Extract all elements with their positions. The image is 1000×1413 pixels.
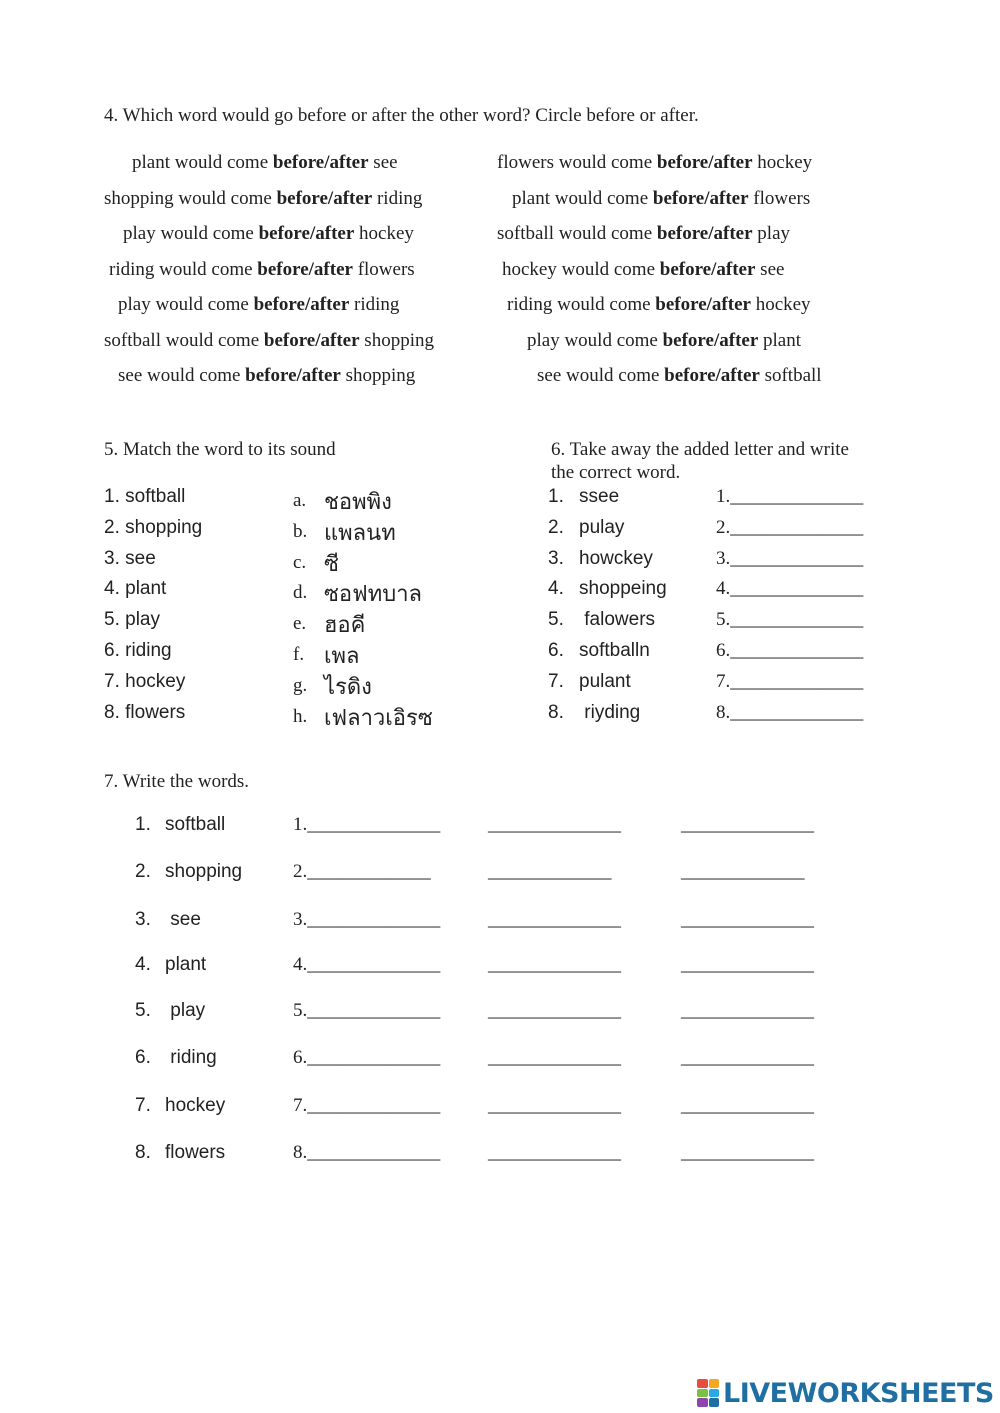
write-blank-2[interactable]: ______________ xyxy=(488,1000,621,1021)
before-after-item-left xyxy=(132,152,398,174)
before-after-choice[interactable]: before/after xyxy=(652,188,749,209)
fix-number: 1. xyxy=(548,486,564,507)
match-letter: c. xyxy=(293,552,307,573)
write-blank-3[interactable]: ______________ xyxy=(681,1095,814,1116)
match-word: 5. play xyxy=(104,609,160,630)
write-blank-2[interactable]: ______________ xyxy=(488,954,621,975)
write-word: flowers xyxy=(165,1142,226,1163)
phrase-subject: see would come xyxy=(537,365,660,386)
phrase-subject: hockey would come xyxy=(502,259,656,280)
fix-word: pulant xyxy=(579,671,631,692)
phrase-object: shopping xyxy=(345,365,416,386)
write-blank-1[interactable]: 8.______________ xyxy=(293,1142,441,1163)
before-after-choice[interactable]: before/after xyxy=(276,188,373,209)
before-after-item-right xyxy=(537,365,822,387)
write-blank-1[interactable]: 3.______________ xyxy=(293,909,441,930)
phrase-object: riding xyxy=(354,294,400,315)
answer-blank[interactable]: 2.______________ xyxy=(716,517,864,538)
write-word: see xyxy=(165,909,201,930)
match-sound[interactable]: ชอพพิง xyxy=(324,490,392,515)
match-word: 4. plant xyxy=(104,578,167,599)
phrase-subject: flowers would come xyxy=(497,152,653,173)
write-blank-3[interactable]: ______________ xyxy=(681,1000,814,1021)
fix-number: 5. xyxy=(548,609,564,630)
write-blank-2[interactable]: ______________ xyxy=(488,1047,621,1068)
before-after-choice[interactable]: before/after xyxy=(656,152,753,173)
phrase-object: softball xyxy=(764,365,822,386)
answer-blank[interactable]: 7.______________ xyxy=(716,671,864,692)
match-sound[interactable]: ซี xyxy=(324,552,339,577)
before-after-choice[interactable]: before/after xyxy=(263,330,360,351)
write-number: 1. xyxy=(135,814,151,835)
match-letter: e. xyxy=(293,613,307,634)
match-sound[interactable]: แพลนท xyxy=(324,521,396,546)
fix-word: pulay xyxy=(579,517,625,538)
phrase-object: see xyxy=(760,259,785,280)
before-after-item-right xyxy=(497,152,812,174)
write-number: 5. xyxy=(135,1000,151,1021)
write-blank-2[interactable]: ______________ xyxy=(488,814,621,835)
section5-title: 5. Match the word to its sound xyxy=(104,439,336,460)
before-after-choice[interactable]: before/after xyxy=(257,259,353,280)
phrase-object: flowers xyxy=(753,188,811,209)
phrase-object: riding xyxy=(376,188,423,209)
phrase-subject: play would come xyxy=(118,294,249,315)
phrase-subject: softball would come xyxy=(104,330,260,351)
match-sound[interactable]: เพล xyxy=(324,644,360,669)
phrase-subject: plant would come xyxy=(132,152,269,173)
write-word: riding xyxy=(165,1047,217,1068)
phrase-object: hockey xyxy=(757,152,813,173)
write-blank-1[interactable]: 2._____________ xyxy=(293,861,431,882)
before-after-item-left xyxy=(104,188,422,210)
fix-word: ssee xyxy=(579,486,620,507)
before-after-choice[interactable]: before/after xyxy=(656,223,753,244)
match-letter: f. xyxy=(293,644,305,665)
before-after-item-right xyxy=(507,294,811,316)
before-after-item-left xyxy=(118,294,399,316)
before-after-item-left xyxy=(118,365,415,387)
phrase-subject: softball would come xyxy=(497,223,653,244)
phrase-subject: riding would come xyxy=(507,294,651,315)
phrase-object: hockey xyxy=(755,294,811,315)
phrase-object: plant xyxy=(763,330,802,351)
section7-title: 7. Write the words. xyxy=(104,771,250,792)
match-letter: a. xyxy=(293,490,307,511)
write-blank-3[interactable]: ______________ xyxy=(681,1047,814,1068)
section6-title-line2: the correct word. xyxy=(551,462,681,483)
answer-blank[interactable]: 3.______________ xyxy=(716,548,864,569)
phrase-subject: see would come xyxy=(118,365,241,386)
write-blank-3[interactable]: ______________ xyxy=(681,814,814,835)
before-after-item-right xyxy=(502,259,784,281)
write-blank-2[interactable]: ______________ xyxy=(488,1142,621,1163)
fix-number: 8. xyxy=(548,702,564,723)
match-word: 6. riding xyxy=(104,640,172,661)
before-after-item-right xyxy=(497,223,790,245)
answer-blank[interactable]: 5.______________ xyxy=(716,609,864,630)
before-after-choice[interactable]: before/after xyxy=(272,152,369,173)
match-sound[interactable]: ไรดิง xyxy=(324,675,372,700)
before-after-choice[interactable]: before/after xyxy=(659,259,756,280)
before-after-choice[interactable]: before/after xyxy=(662,330,759,351)
phrase-object: play xyxy=(757,223,791,244)
write-blank-2[interactable]: _____________ xyxy=(488,861,612,882)
before-after-item-right xyxy=(527,330,801,352)
fix-number: 2. xyxy=(548,517,564,538)
write-word: play xyxy=(165,1000,206,1021)
write-word: shopping xyxy=(165,861,243,882)
write-blank-3[interactable]: _____________ xyxy=(681,861,805,882)
write-word: plant xyxy=(165,954,207,975)
fix-number: 4. xyxy=(548,578,564,599)
answer-blank[interactable]: 6.______________ xyxy=(716,640,864,661)
match-letter: g. xyxy=(293,675,308,696)
fix-word: riyding xyxy=(579,702,641,723)
phrase-object: see xyxy=(373,152,398,173)
liveworksheets-logo xyxy=(697,1377,994,1409)
match-sound[interactable]: ซอฟทบาล xyxy=(324,582,423,607)
fix-word: shoppeing xyxy=(579,578,667,599)
fix-number: 6. xyxy=(548,640,564,661)
phrase-object: shopping xyxy=(364,330,434,351)
before-after-choice[interactable]: before/after xyxy=(253,294,350,315)
before-after-item-right xyxy=(512,188,810,210)
phrase-object: hockey xyxy=(359,223,414,244)
phrase-subject: play would come xyxy=(123,223,254,244)
write-number: 8. xyxy=(135,1142,151,1163)
match-word: 7. hockey xyxy=(104,671,186,692)
match-letter: h. xyxy=(293,706,308,727)
answer-blank[interactable]: 8.______________ xyxy=(716,702,864,723)
answer-blank[interactable]: 4.______________ xyxy=(716,578,864,599)
phrase-subject: shopping would come xyxy=(104,188,272,209)
write-blank-1[interactable]: 1.______________ xyxy=(293,814,441,835)
fix-number: 3. xyxy=(548,548,564,569)
match-sound[interactable]: ฮอคี xyxy=(324,613,366,638)
write-number: 7. xyxy=(135,1095,151,1116)
before-after-choice[interactable]: before/after xyxy=(245,365,341,386)
phrase-subject: play would come xyxy=(527,330,658,351)
write-blank-3[interactable]: ______________ xyxy=(681,909,814,930)
write-number: 4. xyxy=(135,954,151,975)
before-after-choice[interactable]: before/after xyxy=(258,223,355,244)
phrase-subject: riding would come xyxy=(109,259,253,280)
write-number: 3. xyxy=(135,909,151,930)
section6-title-line1: 6. Take away the added letter and write xyxy=(551,439,849,460)
match-letter: b. xyxy=(293,521,308,542)
write-blank-3[interactable]: ______________ xyxy=(681,1142,814,1163)
write-blank-2[interactable]: ______________ xyxy=(488,909,621,930)
before-after-item-left xyxy=(123,223,414,245)
write-blank-1[interactable]: 4.______________ xyxy=(293,954,441,975)
match-word: 3. see xyxy=(104,548,156,569)
logo-text: LIVEWORKSHEETS xyxy=(723,1377,994,1409)
write-word: softball xyxy=(165,814,226,835)
fix-word: howckey xyxy=(579,548,653,569)
phrase-object: flowers xyxy=(357,259,415,280)
match-word: 2. shopping xyxy=(104,517,203,538)
section4-title: 4. Which word would go before or after the other word? Circle before or after. xyxy=(104,105,699,126)
write-blank-2[interactable]: ______________ xyxy=(488,1095,621,1116)
write-word: hockey xyxy=(165,1095,226,1116)
match-word: 8. flowers xyxy=(104,702,186,723)
phrase-subject: plant would come xyxy=(512,188,649,209)
match-letter: d. xyxy=(293,582,308,603)
before-after-item-left xyxy=(109,259,415,281)
write-blank-3[interactable]: ______________ xyxy=(681,954,814,975)
write-blank-1[interactable]: 5.______________ xyxy=(293,1000,441,1021)
before-after-item-left xyxy=(104,330,434,352)
match-word: 1. softball xyxy=(104,486,186,507)
write-number: 6. xyxy=(135,1047,151,1068)
write-blank-1[interactable]: 6.______________ xyxy=(293,1047,441,1068)
logo-mark-icon xyxy=(697,1379,719,1407)
match-sound[interactable]: เฟลาวเอิรซ xyxy=(324,706,433,731)
fix-word: softballn xyxy=(579,640,650,661)
answer-blank[interactable]: 1.______________ xyxy=(716,486,864,507)
fix-number: 7. xyxy=(548,671,564,692)
fix-word: falowers xyxy=(579,609,656,630)
before-after-choice[interactable]: before/after xyxy=(655,294,751,315)
before-after-choice[interactable]: before/after xyxy=(664,365,760,386)
write-number: 2. xyxy=(135,861,151,882)
write-blank-1[interactable]: 7.______________ xyxy=(293,1095,441,1116)
